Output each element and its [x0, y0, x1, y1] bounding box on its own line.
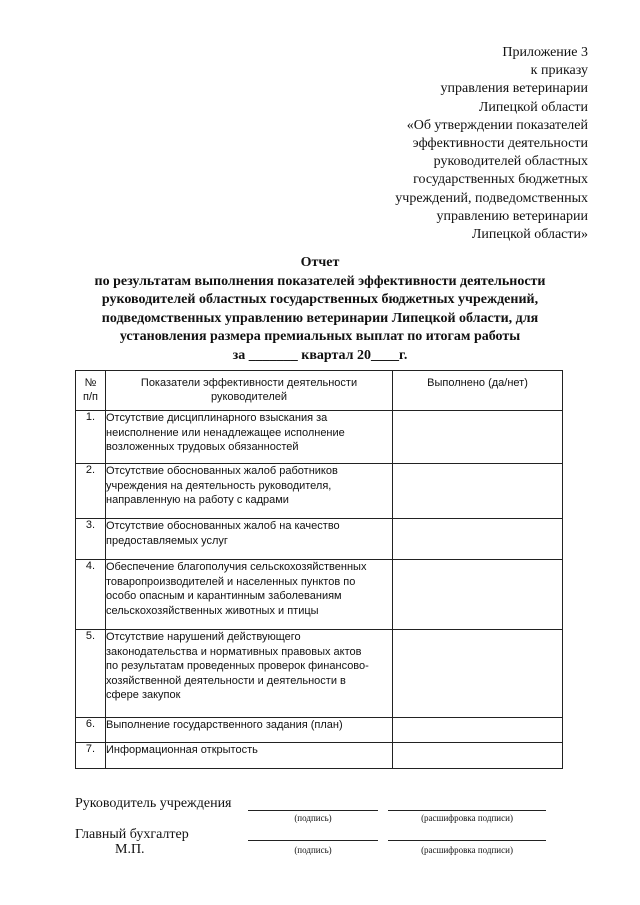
accountant-decoding-caption: (расшифровка подписи) [421, 845, 513, 855]
indicator-line: сфере закупок [106, 689, 181, 702]
indicator-line: по результатам проведенных проверок финансово- [106, 660, 369, 673]
appendix-line: государственных бюджетных [413, 172, 588, 188]
table-row [76, 519, 563, 560]
indicator-line: сельскохозяйственных животных и птицы [106, 604, 319, 617]
header-num [76, 371, 106, 411]
title-line: Отчет [300, 255, 340, 270]
row-done-cell[interactable] [393, 464, 563, 519]
row-indicator [106, 411, 393, 464]
row-done-cell[interactable] [393, 560, 563, 630]
indicator-line: направленную на работу с кадрами [106, 494, 289, 507]
indicator-line: Отсутствие нарушений действующего [106, 631, 301, 643]
appendix-line: Липецкой области [478, 99, 588, 115]
head-decoding-caption: (расшифровка подписи) [421, 813, 513, 823]
indicator-line: Отсутствие дисциплинарного взыскания за [106, 412, 328, 424]
appendix-line: к приказу [530, 63, 588, 79]
appendix-line: «Об утверждении показателей [406, 117, 588, 133]
row-done-cell[interactable] [393, 630, 563, 718]
appendix-line: эффективности деятельности [412, 136, 588, 152]
row-number: 1. [76, 411, 106, 464]
header-indicator-line: Показатели эффективности деятельности [140, 377, 358, 389]
table-row [76, 464, 563, 519]
report-title [40, 254, 600, 366]
accountant-decoding-line[interactable] [388, 840, 546, 841]
indicator-line: неисполнение или ненадлежащее исполнение [106, 426, 345, 439]
row-indicator [106, 519, 393, 560]
indicator-line: возложенных трудовых обязанностей [106, 441, 299, 454]
row-done-cell[interactable] [393, 718, 563, 743]
head-signature-line[interactable] [248, 810, 378, 811]
head-signature-label: Руководитель учреждения [75, 796, 232, 811]
accountant-signature-caption: (подпись) [294, 845, 332, 855]
appendix-line: руководителей областных [433, 154, 588, 170]
row-number: 7. [76, 743, 106, 769]
appendix-line: Приложение 3 [502, 45, 588, 60]
indicator-line: хозяйственной деятельности и деятельности в [106, 674, 346, 687]
indicator-line: Отсутствие обоснованных жалоб на качество [106, 520, 340, 532]
row-indicator [106, 630, 393, 718]
title-line: установления размера премиальных выплат по итогам работы [119, 329, 521, 345]
title-line: подведомственных управлению ветеринарии Липецкой области, для [101, 310, 539, 326]
row-done-cell[interactable] [393, 743, 563, 769]
title-line: за _______ квартал 20____г. [232, 347, 408, 363]
row-indicator [106, 560, 393, 630]
table-row [76, 743, 563, 769]
row-indicator [106, 743, 393, 769]
row-number: 3. [76, 519, 106, 560]
row-indicator [106, 464, 393, 519]
table-header-row [76, 371, 563, 411]
header-num-line: № [84, 377, 97, 389]
indicator-line: Выполнение государственного задания (план) [106, 719, 343, 731]
title-line: руководителей областных государственных бюджетных учреждений, [101, 292, 539, 308]
table-row [76, 718, 563, 743]
indicator-line: Отсутствие обоснованных жалоб работников [106, 465, 338, 477]
indicator-line: предоставляемых услуг [106, 534, 228, 547]
title-line: по результатам выполнения показателей эффективности деятельности [94, 273, 546, 289]
table-row [76, 411, 563, 464]
indicator-line: Информационная открытость [106, 744, 258, 756]
table-row [76, 560, 563, 630]
row-indicator [106, 718, 393, 743]
header-indicator [106, 371, 393, 411]
appendix-line: Липецкой области» [471, 227, 588, 243]
row-number: 4. [76, 560, 106, 630]
row-done-cell[interactable] [393, 519, 563, 560]
indicator-line: особо опасным и карантинным заболеваниям [106, 590, 342, 603]
appendix-line: управлению ветеринарии [436, 208, 588, 224]
row-number: 5. [76, 630, 106, 718]
indicator-line: товаропроизводителей и населенных пунктов по [106, 575, 356, 588]
appendix-header [328, 44, 588, 244]
stamp-label: М.П. [115, 842, 145, 857]
head-signature-caption: (подпись) [294, 813, 332, 823]
accountant-signature-label: Главный бухгалтер [75, 827, 189, 842]
row-number: 6. [76, 718, 106, 743]
table-row [76, 630, 563, 718]
indicator-line: законодательства и нормативных правовых актов [106, 645, 362, 658]
head-decoding-line[interactable] [388, 810, 546, 811]
accountant-signature-line[interactable] [248, 840, 378, 841]
header-done-line: Выполнено (да/нет) [427, 377, 528, 389]
appendix-line: управления ветеринарии [440, 81, 588, 97]
indicator-line: учреждения на деятельность руководителя, [106, 479, 332, 492]
row-done-cell[interactable] [393, 411, 563, 464]
indicator-line: Обеспечение благополучия сельскохозяйственных [106, 561, 367, 573]
header-num-line: п/п [83, 391, 98, 403]
indicators-table [75, 370, 563, 769]
row-number: 2. [76, 464, 106, 519]
header-done [393, 371, 563, 411]
header-indicator-line: руководителей [210, 391, 288, 403]
appendix-line: учреждений, подведомственных [395, 190, 588, 206]
